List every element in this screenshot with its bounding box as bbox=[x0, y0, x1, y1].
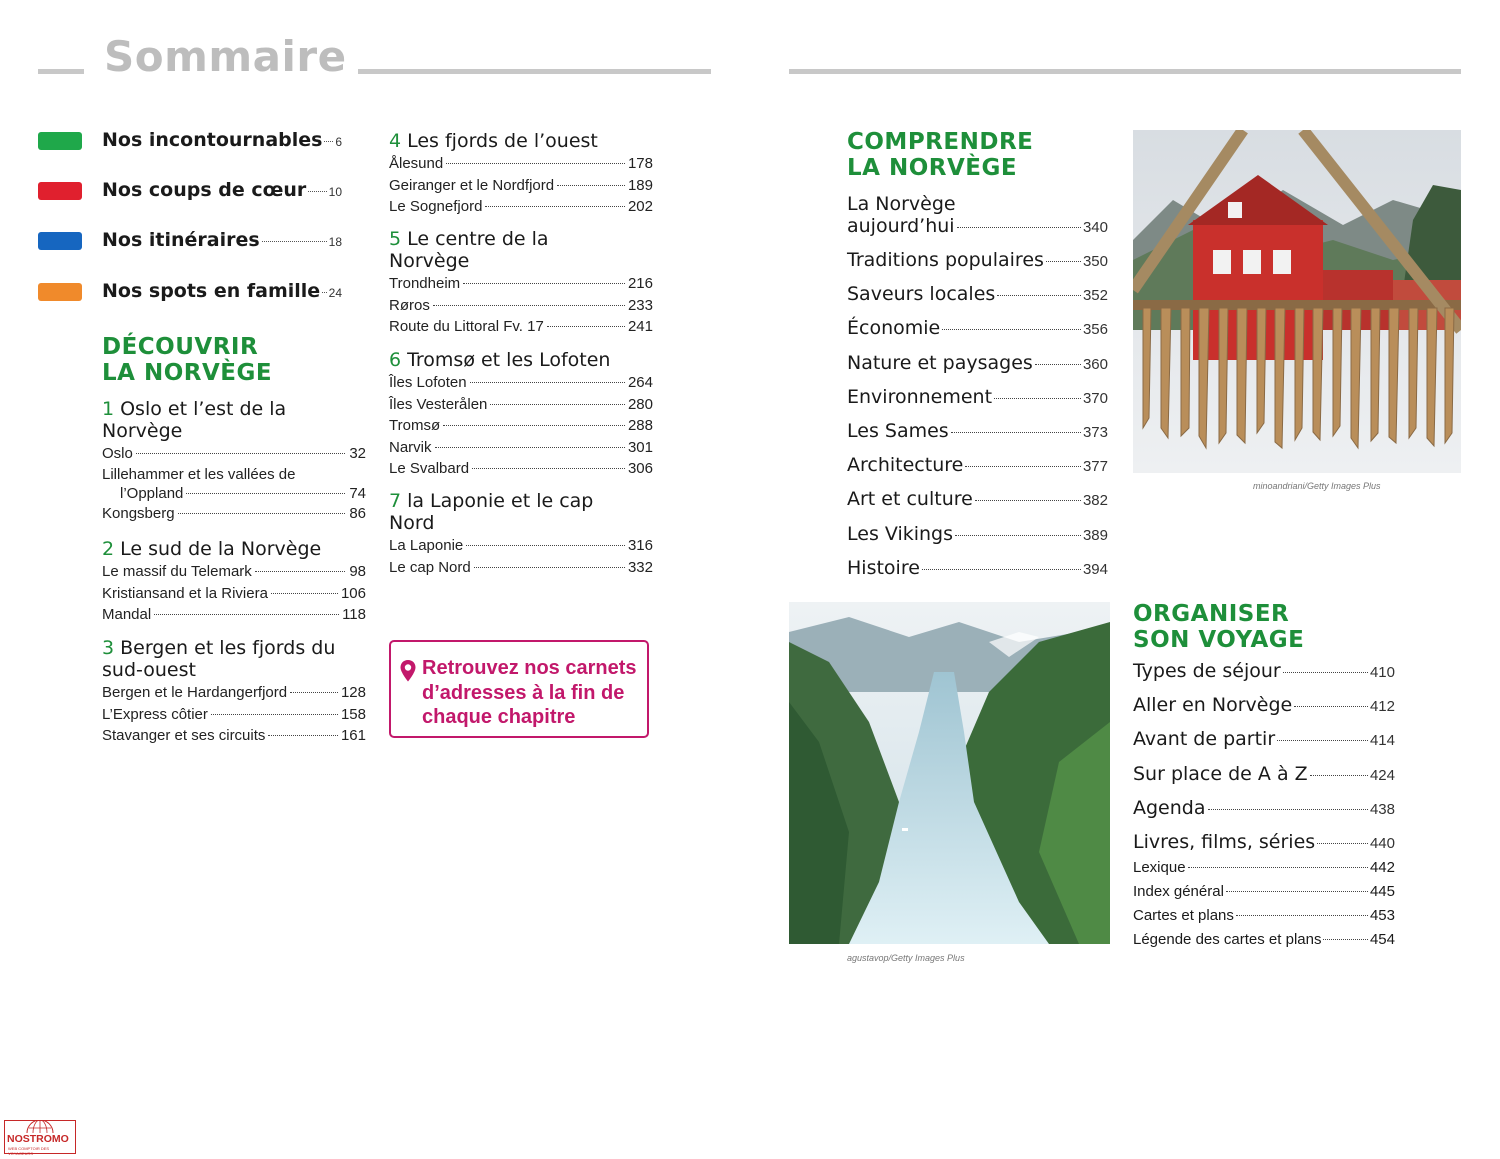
highlight-label: Nos spots en famille bbox=[102, 280, 321, 302]
toc-entry[interactable] bbox=[1133, 907, 1395, 931]
entry-page: 370 bbox=[1082, 389, 1108, 407]
entry-page: 360 bbox=[1082, 355, 1108, 373]
toc-entry[interactable] bbox=[389, 175, 653, 197]
toc-entry[interactable] bbox=[847, 283, 1108, 317]
toc-entry[interactable] bbox=[102, 682, 366, 704]
leader-dots bbox=[268, 734, 338, 736]
toc-entry[interactable] bbox=[1133, 859, 1395, 883]
chapter-title[interactable] bbox=[389, 349, 653, 371]
leader-dots bbox=[1208, 808, 1368, 810]
leader-dots bbox=[324, 140, 333, 142]
entry-page: 356 bbox=[1082, 321, 1108, 339]
entry-page: 382 bbox=[1082, 492, 1108, 510]
entry-page: 32 bbox=[349, 445, 366, 462]
toc-entry[interactable] bbox=[389, 415, 653, 437]
entry-page: 241 bbox=[627, 318, 653, 335]
entry-label: Avant de partir bbox=[1133, 728, 1276, 751]
leader-dots bbox=[994, 397, 1081, 399]
entry-label: Index général bbox=[1133, 882, 1224, 900]
entry-label: Îles Vesterålen bbox=[389, 395, 488, 413]
entry-label: aujourd’hui bbox=[847, 215, 955, 237]
entry-page: 301 bbox=[627, 438, 653, 456]
highlight-page: 24 bbox=[328, 286, 342, 300]
entry-page: 118 bbox=[342, 606, 366, 623]
toc-entry[interactable] bbox=[389, 557, 653, 579]
entry-label: l’Oppland bbox=[120, 484, 184, 502]
entry-page: 233 bbox=[627, 296, 653, 314]
toc-entry[interactable] bbox=[1133, 728, 1395, 762]
toc-entry[interactable] bbox=[1133, 694, 1395, 728]
page-title: Sommaire bbox=[104, 32, 347, 81]
chapter-3 bbox=[102, 637, 366, 747]
highlight-item[interactable] bbox=[102, 179, 342, 201]
chapter-title[interactable] bbox=[102, 538, 366, 560]
entry-label: Le Sognefjord bbox=[389, 198, 483, 215]
entry-label: Ålesund bbox=[389, 155, 444, 172]
entry-page: 440 bbox=[1369, 834, 1395, 852]
toc-entry[interactable] bbox=[1133, 797, 1395, 831]
toc-entry[interactable] bbox=[389, 153, 653, 175]
entry-page: 412 bbox=[1369, 698, 1395, 716]
chapter-title-text: la Laponie et le cap bbox=[407, 490, 594, 512]
leader-dots bbox=[490, 403, 625, 405]
toc-entry[interactable] bbox=[1133, 831, 1395, 859]
toc-entry[interactable] bbox=[847, 386, 1108, 420]
leader-dots bbox=[154, 613, 339, 615]
leader-dots bbox=[965, 465, 1081, 467]
address-callout-box bbox=[389, 640, 649, 738]
entry-label: Traditions populaires bbox=[847, 249, 1044, 271]
entry-label: Nature et paysages bbox=[847, 351, 1033, 374]
entry-page: 98 bbox=[349, 563, 366, 580]
fjord-photo bbox=[789, 602, 1110, 944]
leader-dots bbox=[472, 467, 625, 469]
chapter-number: 4 bbox=[389, 130, 402, 152]
leader-dots bbox=[1046, 260, 1081, 262]
entry-page: 410 bbox=[1369, 664, 1395, 681]
entry-page: 74 bbox=[349, 484, 366, 502]
entry-page: 377 bbox=[1082, 458, 1108, 476]
leader-dots bbox=[1323, 938, 1368, 940]
entry-label: La Laponie bbox=[389, 537, 464, 554]
highlight-item[interactable] bbox=[102, 280, 342, 302]
toc-entry[interactable] bbox=[847, 454, 1108, 488]
entry-page: 352 bbox=[1082, 287, 1108, 305]
leader-dots bbox=[443, 424, 625, 426]
leader-dots bbox=[136, 452, 345, 454]
toc-entry[interactable] bbox=[1133, 660, 1395, 694]
entry-label: Îles Lofoten bbox=[389, 374, 467, 391]
callout-text bbox=[422, 656, 637, 730]
entry-label: Le Svalbard bbox=[389, 460, 470, 477]
entry-label: Tromsø bbox=[389, 417, 441, 434]
entry-page: 394 bbox=[1082, 560, 1108, 578]
leader-dots bbox=[290, 691, 338, 693]
leader-dots bbox=[547, 325, 625, 327]
entry-label: Mandal bbox=[102, 606, 152, 623]
entry-label: Lillehammer et les vallées de bbox=[102, 465, 296, 483]
toc-entry[interactable] bbox=[1133, 763, 1395, 797]
highlight-page: 6 bbox=[335, 135, 342, 149]
title-rule-right bbox=[358, 69, 711, 74]
chapter-1 bbox=[102, 398, 366, 524]
highlight-item[interactable] bbox=[102, 229, 342, 251]
entry-page: 202 bbox=[627, 198, 653, 215]
leader-dots bbox=[271, 592, 338, 594]
chapter-title-text: Nord bbox=[389, 512, 435, 534]
entry-page: 373 bbox=[1082, 423, 1108, 441]
toc-entry[interactable] bbox=[102, 561, 366, 583]
entry-label: Bergen et le Hardangerfjord bbox=[102, 684, 288, 701]
section-heading-comprendre bbox=[847, 129, 1033, 181]
globe-icon bbox=[25, 1120, 55, 1134]
leader-dots bbox=[435, 446, 625, 448]
entry-page: 332 bbox=[627, 558, 653, 576]
heading-line: SON VOYAGE bbox=[1133, 627, 1305, 653]
entry-label: Geiranger et le Nordfjord bbox=[389, 176, 555, 194]
heading-line: LA NORVÈGE bbox=[847, 155, 1018, 181]
chapter-number: 6 bbox=[389, 349, 402, 371]
toc-entry[interactable] bbox=[102, 443, 366, 465]
entry-page: 316 bbox=[627, 537, 653, 554]
toc-entry[interactable] bbox=[1133, 883, 1395, 907]
chapter-number: 7 bbox=[389, 490, 402, 512]
toc-entry[interactable] bbox=[389, 196, 653, 218]
chapter-title-text: sud-ouest bbox=[102, 659, 196, 681]
organiser-list bbox=[1133, 660, 1395, 955]
chapter-title[interactable] bbox=[389, 228, 653, 272]
leader-dots bbox=[211, 713, 338, 715]
leader-dots bbox=[470, 381, 625, 383]
chapter-2 bbox=[102, 538, 366, 626]
chapter-title[interactable] bbox=[389, 130, 653, 152]
leader-dots bbox=[446, 162, 625, 164]
leader-dots bbox=[466, 544, 625, 546]
leader-dots bbox=[262, 240, 327, 242]
nostromo-stamp bbox=[4, 1120, 76, 1154]
chapter-number: 1 bbox=[102, 398, 115, 420]
toc-entry[interactable] bbox=[102, 503, 366, 525]
entry-page: 442 bbox=[1369, 858, 1395, 876]
leader-dots bbox=[1236, 914, 1368, 916]
toc-entry[interactable] bbox=[389, 273, 653, 295]
leader-dots bbox=[955, 534, 1081, 536]
toc-entry[interactable] bbox=[847, 557, 1108, 591]
leader-dots bbox=[308, 190, 326, 192]
chapter-4 bbox=[389, 130, 653, 218]
entry-page: 161 bbox=[340, 727, 366, 744]
toc-entry[interactable] bbox=[102, 484, 366, 503]
toc-entry[interactable] bbox=[847, 488, 1108, 522]
chapter-5 bbox=[389, 228, 653, 338]
leader-dots bbox=[1294, 705, 1368, 707]
photo-credit: minoandriani/Getty Images Plus bbox=[1253, 481, 1381, 491]
highlight-label: Nos itinéraires bbox=[102, 229, 260, 251]
entry-label: Sur place de A à Z bbox=[1133, 762, 1308, 785]
entry-page: 414 bbox=[1369, 732, 1395, 750]
chapter-title[interactable] bbox=[102, 637, 366, 681]
chapter-number: 2 bbox=[102, 538, 115, 560]
leader-dots bbox=[942, 328, 1081, 330]
entry-label: Les Vikings bbox=[847, 522, 954, 545]
location-pin-icon bbox=[399, 659, 417, 683]
toc-entry[interactable] bbox=[847, 523, 1108, 557]
leader-dots bbox=[957, 226, 1081, 228]
leader-dots bbox=[951, 431, 1081, 433]
entry-label: Lexique bbox=[1133, 858, 1186, 876]
stamp-subtitle: WEB COMPTOIR DES VOYAGEURS bbox=[8, 1146, 50, 1156]
leader-dots bbox=[1310, 774, 1368, 776]
chapter-title-text: Les fjords de l’ouest bbox=[407, 130, 598, 152]
highlight-label: Nos coups de cœur bbox=[102, 179, 307, 201]
toc-entry[interactable] bbox=[847, 249, 1108, 283]
entry-label: Légende des cartes et plans bbox=[1133, 930, 1322, 948]
entry-page: 178 bbox=[627, 155, 653, 172]
title-rule-left bbox=[38, 69, 84, 74]
leader-dots bbox=[322, 291, 326, 293]
entry-label: La Norvège bbox=[847, 193, 956, 215]
entry-label: Røros bbox=[389, 296, 430, 314]
highlight-color-bar bbox=[38, 182, 82, 200]
entry-label: Économie bbox=[847, 317, 941, 340]
toc-entry[interactable] bbox=[389, 535, 653, 557]
chapter-7 bbox=[389, 490, 653, 578]
entry-page: 438 bbox=[1369, 800, 1395, 818]
toc-entry[interactable] bbox=[102, 583, 366, 605]
chapter-title-text: Tromsø et les Lofoten bbox=[407, 349, 611, 371]
leader-dots bbox=[178, 512, 345, 514]
callout-line: chaque chapitre bbox=[422, 706, 576, 728]
leader-dots bbox=[922, 568, 1081, 570]
toc-entry[interactable] bbox=[102, 704, 366, 726]
entry-page: 264 bbox=[627, 374, 653, 391]
heading-line: COMPRENDRE bbox=[847, 129, 1034, 155]
toc-entry[interactable] bbox=[847, 352, 1108, 386]
toc-entry[interactable] bbox=[102, 725, 366, 747]
entry-page: 340 bbox=[1082, 219, 1108, 236]
chapter-title-text: Le sud de la Norvège bbox=[120, 538, 322, 560]
toc-entry[interactable] bbox=[389, 295, 653, 317]
entry-label: Trondheim bbox=[389, 275, 461, 292]
chapter-title-text: Norvège bbox=[389, 250, 470, 272]
chapter-number: 5 bbox=[389, 228, 402, 250]
lofoten-stockfish-photo bbox=[1133, 130, 1461, 473]
entry-label: Kongsberg bbox=[102, 504, 175, 522]
callout-line: d’adresses à la fin de bbox=[422, 681, 625, 704]
chapter-title-text: Oslo et l’est de la bbox=[120, 398, 287, 420]
entry-page: 389 bbox=[1082, 526, 1108, 544]
highlight-page: 10 bbox=[328, 185, 342, 199]
comprendre-list bbox=[847, 193, 1108, 591]
leader-dots bbox=[255, 570, 345, 572]
chapter-title-text: Bergen et les fjords du bbox=[120, 637, 336, 659]
highlight-color-bar bbox=[38, 283, 82, 301]
leader-dots bbox=[1283, 671, 1368, 673]
highlight-item[interactable] bbox=[102, 129, 342, 151]
entry-page: 216 bbox=[627, 275, 653, 292]
entry-label: Histoire bbox=[847, 556, 920, 579]
entry-label: L’Express côtier bbox=[102, 705, 208, 723]
heading-line: ORGANISER bbox=[1133, 601, 1290, 627]
chapter-title-text: Norvège bbox=[102, 420, 183, 442]
entry-label: Kristiansand et la Riviera bbox=[102, 584, 268, 602]
toc-entry[interactable] bbox=[389, 372, 653, 394]
chapter-title-text: Le centre de la bbox=[407, 228, 549, 250]
toc-entry[interactable] bbox=[102, 465, 366, 484]
entry-page: 288 bbox=[627, 417, 653, 434]
leader-dots bbox=[1277, 739, 1368, 741]
toc-entry[interactable] bbox=[102, 604, 366, 626]
leader-dots bbox=[474, 566, 625, 568]
entry-page: 86 bbox=[349, 504, 366, 522]
entry-page: 454 bbox=[1369, 930, 1395, 948]
entry-label: Les Sames bbox=[847, 419, 949, 442]
leader-dots bbox=[433, 304, 625, 306]
entry-label: Agenda bbox=[1133, 796, 1206, 819]
entry-page: 128 bbox=[340, 684, 366, 701]
entry-page: 189 bbox=[627, 176, 653, 194]
chapter-title[interactable] bbox=[102, 398, 366, 442]
leader-dots bbox=[1035, 363, 1081, 365]
toc-entry[interactable] bbox=[389, 394, 653, 416]
highlight-color-bar bbox=[38, 232, 82, 250]
leader-dots bbox=[485, 205, 625, 207]
heading-line: DÉCOUVRIR bbox=[102, 334, 259, 360]
toc-entry[interactable] bbox=[847, 317, 1108, 351]
entry-label: Stavanger et ses circuits bbox=[102, 727, 266, 744]
chapter-6 bbox=[389, 349, 653, 480]
entry-label: Oslo bbox=[102, 445, 133, 462]
entry-page: 453 bbox=[1369, 906, 1395, 924]
entry-label: Art et culture bbox=[847, 488, 973, 511]
leader-dots bbox=[1188, 866, 1368, 868]
callout-line: Retrouvez nos carnets bbox=[422, 657, 637, 679]
toc-entry[interactable] bbox=[389, 316, 653, 338]
entry-page: 158 bbox=[340, 705, 366, 723]
entry-page: 106 bbox=[340, 584, 366, 602]
entry-label: Aller en Norvège bbox=[1133, 694, 1293, 717]
entry-label: Architecture bbox=[847, 454, 964, 477]
entry-label: Le cap Nord bbox=[389, 558, 471, 576]
entry-page: 445 bbox=[1369, 882, 1395, 900]
toc-entry[interactable] bbox=[1133, 931, 1395, 955]
entry-page: 424 bbox=[1369, 766, 1395, 784]
section-heading-decouvrir bbox=[102, 334, 272, 386]
leader-dots bbox=[186, 492, 345, 494]
stamp-name: NOSTROMO bbox=[7, 1133, 69, 1145]
chapter-number: 3 bbox=[102, 637, 115, 659]
entry-label: Saveurs locales bbox=[847, 283, 996, 306]
toc-entry[interactable] bbox=[847, 420, 1108, 454]
entry-page: 350 bbox=[1082, 253, 1108, 270]
entry-label: Types de séjour bbox=[1133, 660, 1281, 682]
toc-entry[interactable] bbox=[389, 437, 653, 459]
heading-line: LA NORVÈGE bbox=[102, 360, 273, 386]
entry-label: Narvik bbox=[389, 438, 432, 456]
leader-dots bbox=[997, 294, 1081, 296]
entry-label: Cartes et plans bbox=[1133, 906, 1234, 924]
photo-credit: agustavop/Getty Images Plus bbox=[847, 953, 965, 963]
leader-dots bbox=[975, 499, 1081, 501]
leader-dots bbox=[557, 184, 625, 186]
entry-page: 280 bbox=[627, 395, 653, 413]
toc-entry[interactable] bbox=[389, 458, 653, 480]
right-page-rule bbox=[789, 69, 1461, 74]
chapter-title[interactable] bbox=[389, 490, 653, 534]
section-heading-organiser bbox=[1133, 601, 1304, 653]
leader-dots bbox=[463, 282, 625, 284]
entry-label: Route du Littoral Fv. 17 bbox=[389, 318, 544, 335]
entry-label: Environnement bbox=[847, 385, 993, 408]
leader-dots bbox=[1226, 890, 1368, 892]
entry-label: Livres, films, séries bbox=[1133, 830, 1316, 853]
entry-page: 306 bbox=[627, 460, 653, 477]
toc-entry[interactable] bbox=[847, 193, 1108, 239]
leader-dots bbox=[1317, 842, 1368, 844]
highlight-label: Nos incontournables bbox=[102, 129, 323, 151]
highlight-color-bar bbox=[38, 132, 82, 150]
entry-label: Le massif du Telemark bbox=[102, 563, 252, 580]
highlight-page: 18 bbox=[328, 235, 342, 249]
